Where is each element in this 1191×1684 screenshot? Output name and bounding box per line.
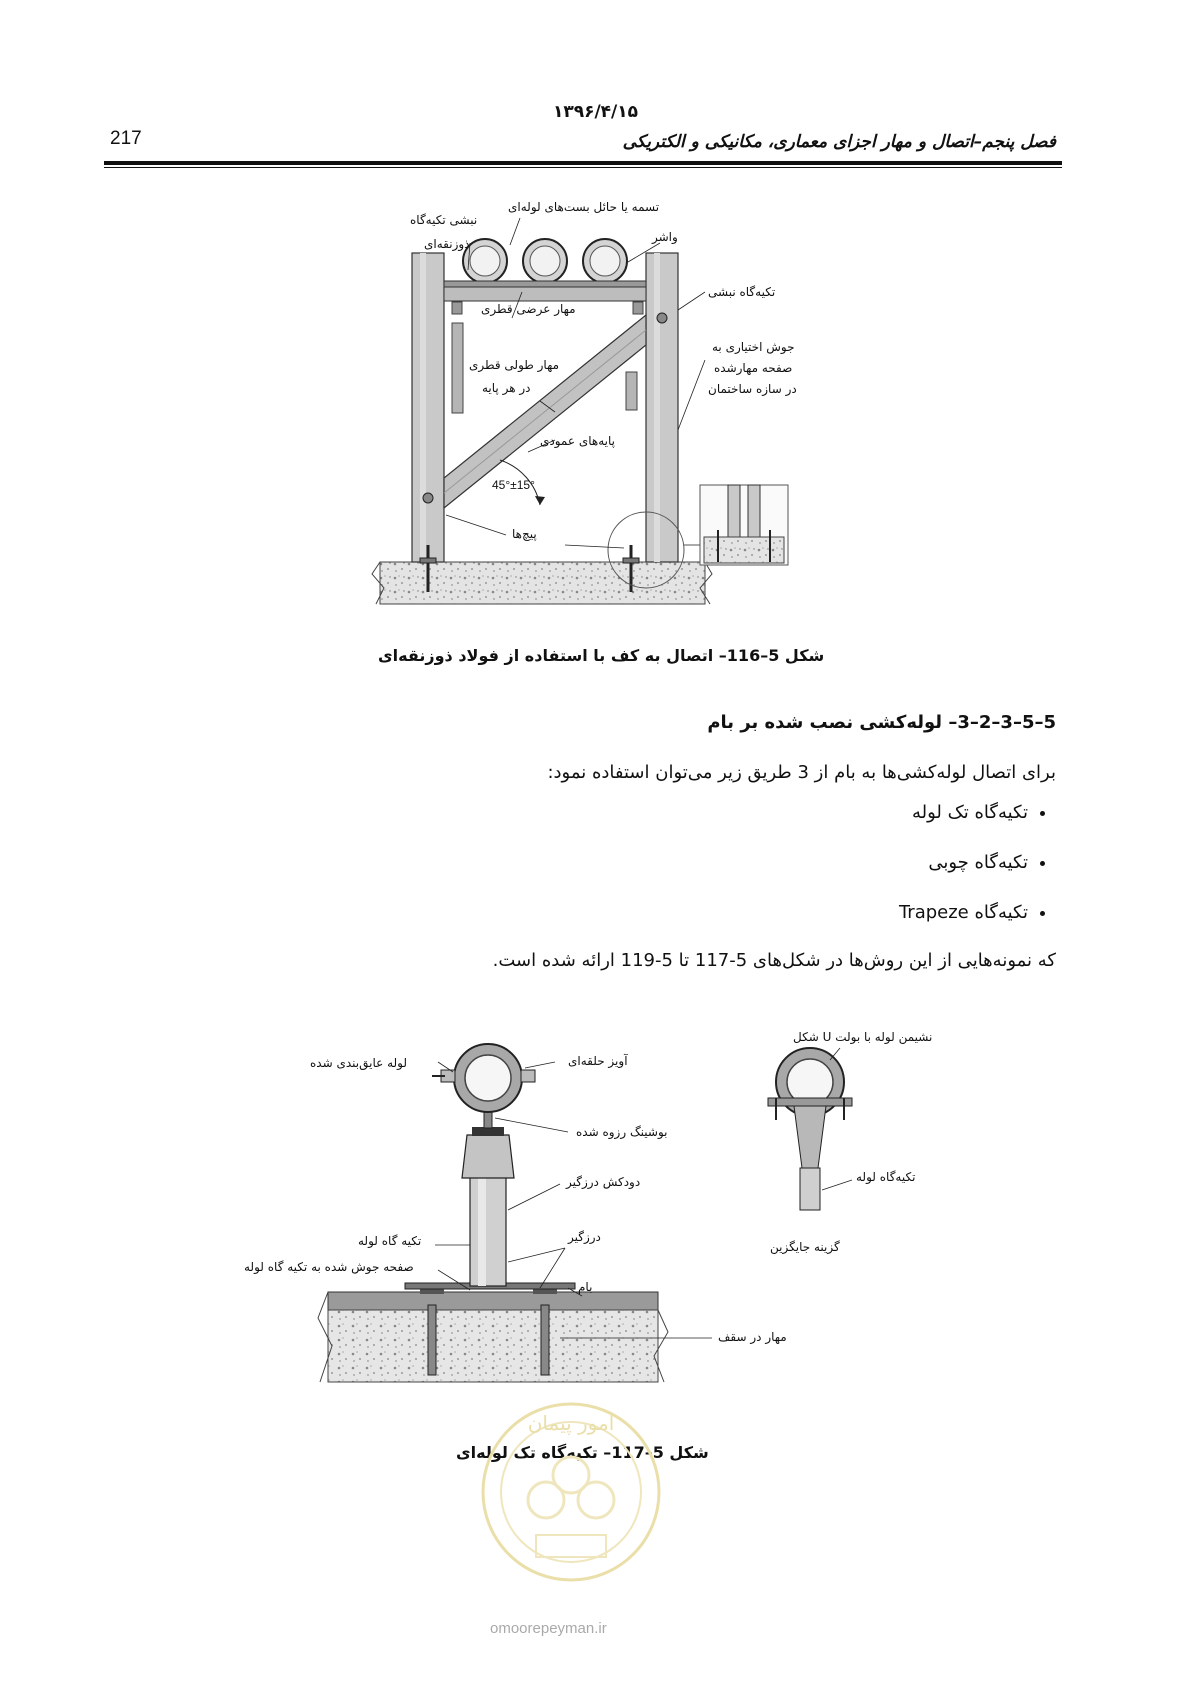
label-weld-2: صفحه مهارشده — [714, 361, 793, 375]
bullet-item: • تکیه‌گاه چوبی — [899, 838, 1028, 888]
header-date: ۱۳۹۶/۴/۱۵ — [552, 102, 639, 122]
bullet-item: • تکیه‌گاه تک لوله — [899, 788, 1028, 838]
label-strap: تسمه یا حائل بست‌های لوله‌ای — [508, 200, 660, 214]
label-trapeze: ذوزنقه‌ای — [424, 237, 470, 251]
label-each-leg: در هر پایه — [482, 381, 531, 395]
figure-117-caption: شکل 5–117– تکیه‌گاه تک لوله‌ای — [456, 1443, 709, 1462]
figure-references: که نمونه‌هایی از این روش‌ها در شکل‌های 5-117 تا 5-119 ارائه شده است. — [492, 950, 1056, 971]
watermark-seal — [476, 1395, 666, 1590]
label-roof: بام — [578, 1280, 593, 1294]
label-angle-value: 45°±15° — [492, 478, 535, 492]
bullet-item: • تکیه‌گاه Trapeze — [899, 888, 1028, 938]
label-sealant: درزگیر — [568, 1230, 601, 1244]
label-vertical-legs: پایه‌های عمودی — [540, 434, 615, 448]
label-angle-support: نبشی تکیه‌گاه — [410, 213, 478, 227]
label-threaded-bushing: بوشینگ رزوه شده — [576, 1125, 668, 1139]
figure-116-caption: شکل 5–116– اتصال به کف با استفاده از فولاد ذوزنقه‌ای — [378, 646, 825, 665]
watermark-site: omoorepeyman.ir — [490, 1620, 607, 1637]
figure-116 — [0, 0, 1191, 700]
label-weld-1: جوش اختیاری به — [712, 340, 795, 354]
label-weld-3: در سازه ساختمان — [708, 382, 797, 396]
seal-text: امور پیمان — [527, 1411, 615, 1435]
label-welded-plate: صفحه جوش شده به تکیه گاه لوله — [244, 1260, 414, 1274]
trapeze-support-drawing — [0, 0, 1191, 700]
label-washer: واشر — [652, 230, 678, 244]
label-ring-hanger: آویز حلقه‌ای — [568, 1054, 628, 1068]
label-cross-brace: مهار عرضی قطری — [481, 302, 576, 316]
label-alternative-option: گزینه جایگزین — [770, 1240, 840, 1254]
label-pipe-support: تکیه گاه لوله — [358, 1234, 422, 1248]
section-intro: برای اتصال لوله‌کشی‌ها به بام از 3 طریق زیر می‌توان استفاده نمود: — [547, 762, 1056, 783]
page-number: 217 — [110, 128, 142, 149]
label-roof-anchor: مهار در سقف — [718, 1330, 787, 1344]
chapter-title: فصل پنجم–اتصال و مهار اجزای معماری، مکانیکی و الکتریکی — [622, 132, 1056, 152]
label-bolts: پیچ‌ها — [512, 527, 537, 541]
label-insulated-pipe: لوله عایق‌بندی شده — [310, 1056, 408, 1070]
label-sealed-chimney: دودکش درزگیر — [566, 1175, 641, 1189]
label-long-brace: مهار طولی قطری — [469, 358, 560, 372]
bullet-list — [899, 788, 1056, 938]
label-u-bolt-seat: نشیمن لوله با بولت U شکل — [793, 1030, 933, 1044]
section-heading: 5–5–3–2–3– لوله‌کشی نصب شده بر بام — [707, 712, 1056, 733]
label-angle-seat: تکیه‌گاه نبشی — [708, 285, 776, 299]
label-pipe-support-alt: تکیه‌گاه لوله — [856, 1170, 916, 1184]
